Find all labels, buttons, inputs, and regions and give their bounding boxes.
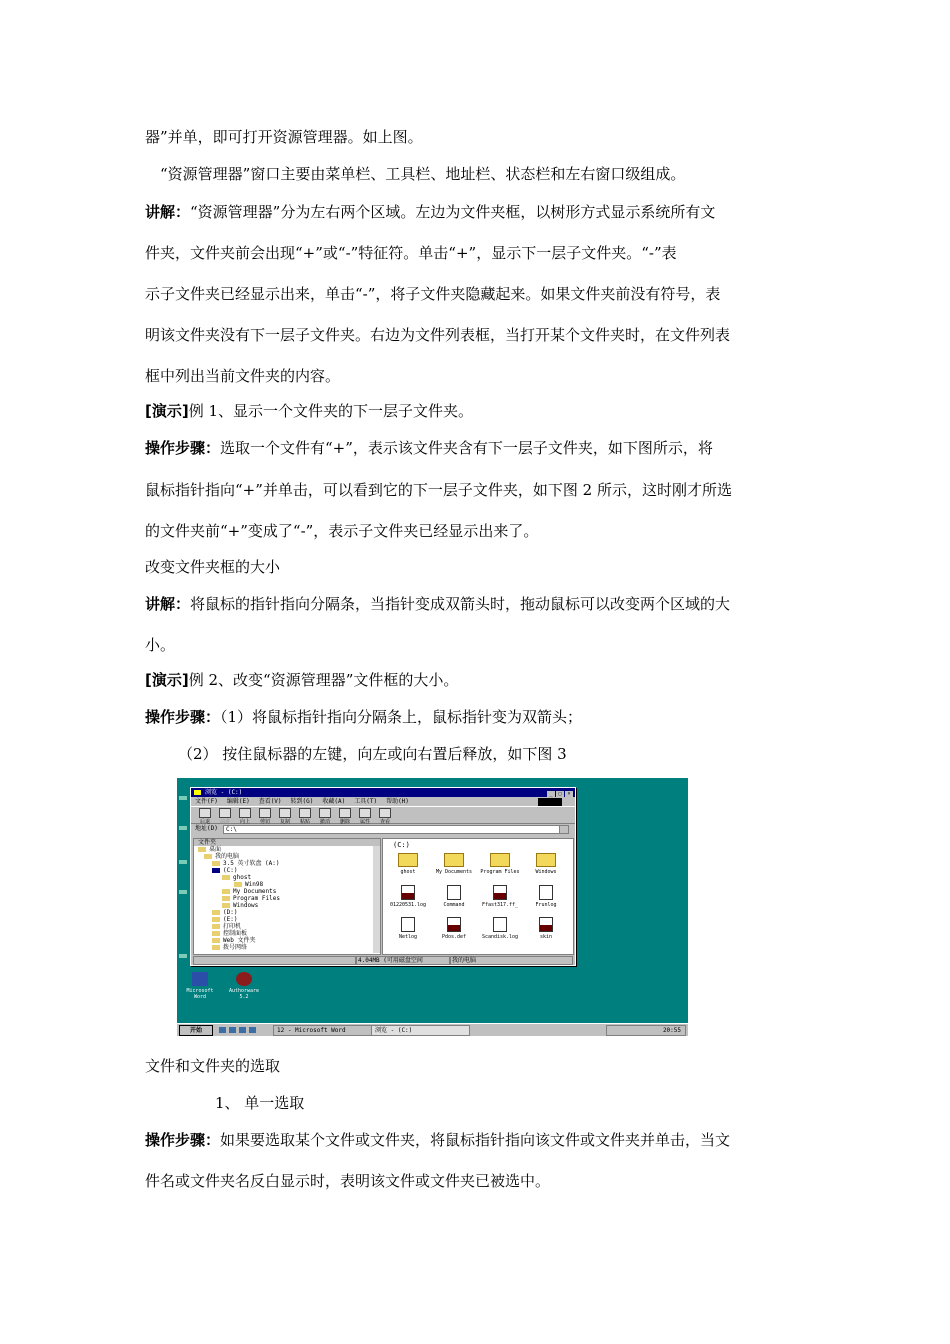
folder-icon — [536, 853, 556, 867]
para-line — [145, 401, 473, 421]
file-item[interactable]: Scandisk.log — [477, 917, 523, 940]
para-line: （2） 按住鼠标器的左键，向左或向右置后释放，如下图 3 — [178, 745, 567, 763]
menu-help[interactable]: 帮助(H) — [386, 798, 409, 805]
status-cell — [193, 956, 357, 965]
tree-item[interactable]: 打印机 — [212, 923, 241, 930]
forward-button[interactable]: 前进 — [215, 808, 235, 825]
explorer-window — [190, 787, 576, 966]
taskbar — [177, 1023, 688, 1036]
status-bar — [193, 956, 573, 964]
tree-item[interactable]: (E:) — [212, 916, 237, 923]
quicklaunch-icon[interactable] — [219, 1027, 226, 1033]
tree-item[interactable]: 拨号网络 — [212, 944, 247, 951]
window-titlebar — [191, 788, 575, 797]
tree-item[interactable]: 我的电脑 — [204, 853, 239, 860]
desktop-icon-word[interactable]: Microsoft Word — [183, 972, 217, 1000]
views-button[interactable]: 查看 — [375, 808, 395, 825]
minimize-button[interactable]: _ — [547, 791, 555, 797]
folder-icon — [194, 790, 201, 795]
back-button[interactable]: 后退 — [195, 808, 215, 825]
tree-header: 文件夹 — [194, 839, 380, 846]
section-heading: 文件和文件夹的选取 — [145, 1057, 281, 1075]
file-list-pane — [382, 838, 574, 955]
label-bold: [演示] — [145, 671, 189, 689]
file-item[interactable]: ghost — [385, 853, 431, 875]
word-icon — [192, 972, 208, 986]
file-icon — [401, 917, 415, 932]
status-size: 4.04MB (可用磁盘空间 — [355, 956, 451, 965]
folder-icon — [398, 853, 418, 867]
para-line: 小。 — [145, 636, 176, 654]
tree-item[interactable]: My Documents — [222, 888, 276, 895]
para-line — [145, 438, 713, 458]
para-line: 鼠标指针指向“+”并单击，可以看到它的下一层子文件夹，如下图 2 所示，这时刚才所选 — [145, 481, 732, 499]
label-bold: 讲解： — [145, 595, 191, 613]
tree-scrollbar[interactable] — [373, 846, 380, 953]
tree-item[interactable]: 3.5 英寸软盘 (A:) — [212, 860, 280, 867]
file-icon — [447, 885, 461, 900]
menu-go[interactable]: 转到(G) — [290, 798, 314, 805]
tree-item-selected[interactable]: (C:) — [212, 867, 237, 874]
menu-edit[interactable]: 编辑(E) — [226, 798, 250, 805]
cut-button[interactable]: 剪切 — [255, 808, 275, 825]
para-line: 明该文件夹没有下一层子文件夹。右边为文件列表框，当打开某个文件夹时，在文件列表 — [145, 326, 731, 344]
taskbar-button-explorer[interactable]: 浏览 - (C:) — [371, 1025, 470, 1036]
address-input[interactable]: C:\ — [223, 825, 567, 834]
label-bold: 讲解： — [145, 203, 191, 221]
para-line: 件名或文件夹名反白显示时，表明该文件或文件夹已被选中。 — [145, 1172, 551, 1190]
file-item[interactable]: 01220531.log — [385, 885, 431, 908]
para-line: 示子文件夹已经显示出来，单击“-”，将子文件夹隐藏起来。如果文件夹前没有符号，表 — [145, 285, 721, 303]
file-item[interactable]: Netlog — [385, 917, 431, 940]
para-line: 的文件夹前“+”变成了“-”，表示子文件夹已经显示出来了。 — [145, 522, 539, 540]
para-text: （1）将鼠标指针指向分隔条上，鼠标指针变为双箭头； — [220, 708, 583, 726]
para-text: 选取一个文件有“+”，表示该文件夹含有下一层子文件夹，如下图所示，将 — [220, 439, 713, 457]
file-item[interactable]: Frunlog — [523, 885, 569, 908]
maximize-button[interactable]: □ — [556, 791, 564, 797]
menu-bar — [191, 797, 575, 806]
para-text: 将鼠标的指针指向分隔条，当指针变成双箭头时，拖动鼠标可以改变两个区域的大 — [190, 595, 731, 613]
file-item[interactable]: Program Files — [477, 853, 523, 875]
file-icon — [401, 885, 415, 900]
para-line — [145, 707, 582, 727]
system-tray — [606, 1025, 686, 1036]
para-line — [145, 1130, 730, 1150]
quicklaunch-icon[interactable] — [239, 1027, 246, 1033]
copy-button[interactable]: 复制 — [275, 808, 295, 825]
quicklaunch-icon[interactable] — [229, 1027, 236, 1033]
para-text: 如果要选取某个文件或文件夹，将鼠标指针指向该文件或文件夹并单击，当文 — [220, 1131, 731, 1149]
tree-item[interactable]: Web 文件夹 — [212, 937, 255, 944]
tree-item[interactable]: Windows — [222, 902, 258, 909]
address-label: 地址(D) — [195, 825, 218, 832]
list-item: 1、 单一选取 — [215, 1094, 305, 1112]
paste-button[interactable]: 粘贴 — [295, 808, 315, 825]
quicklaunch-icon[interactable] — [249, 1027, 256, 1033]
start-button[interactable]: 开始 — [179, 1025, 213, 1036]
file-item[interactable]: Command — [431, 885, 477, 908]
menu-favorites[interactable]: 收藏(A) — [322, 798, 346, 805]
para-line: “资源管理器”窗口主要由菜单栏、工具栏、地址栏、状态栏和左右窗口级组成。 — [160, 165, 686, 183]
para-line: 件夹，文件夹前会出现“+”或“-”特征符。单击“+”，显示下一层子文件夹。“-”表 — [145, 244, 677, 262]
desktop-edge — [177, 778, 189, 1004]
file-icon — [539, 917, 553, 932]
menu-file[interactable]: 文件(F) — [195, 798, 218, 805]
desktop-icon-authorware[interactable]: Authorware 5.2 — [227, 972, 261, 1000]
properties-button[interactable]: 属性 — [355, 808, 375, 825]
close-button[interactable]: × — [565, 791, 573, 797]
tree-item[interactable]: 控制面板 — [212, 930, 247, 937]
windows-logo-icon — [538, 798, 562, 806]
tree-item[interactable]: (D:) — [212, 909, 237, 916]
folder-tree-pane — [193, 838, 381, 955]
status-location: 我的电脑 — [449, 956, 573, 965]
address-bar — [191, 824, 575, 833]
para-text: 例 2、改变“资源管理器”文件框的大小。 — [188, 671, 459, 689]
address-dropdown-icon[interactable] — [559, 825, 569, 834]
file-icon — [447, 917, 461, 932]
tree-item[interactable]: Program Files — [222, 895, 280, 902]
clock: 20:55 — [662, 1027, 681, 1034]
para-line — [145, 594, 730, 614]
para-line — [145, 202, 715, 222]
tree-item[interactable]: Win98 — [234, 881, 263, 888]
file-icon — [493, 917, 507, 932]
file-item[interactable]: My Documents — [431, 853, 477, 875]
file-item[interactable]: Windows — [523, 853, 569, 875]
file-item[interactable]: skin — [523, 917, 569, 940]
para-line: 器”并单，即可打开资源管理器。如上图。 — [145, 128, 423, 146]
tree-item[interactable]: ghost — [222, 874, 251, 881]
para-text: “资源管理器”分为左右两个区域。左边为文件夹框，以树形方式显示系统所有文 — [190, 203, 716, 221]
folder-icon — [444, 853, 464, 867]
undo-button[interactable]: 撤消 — [315, 808, 335, 825]
toolbar — [191, 806, 575, 824]
file-icon — [539, 885, 553, 900]
taskbar-button-word[interactable]: 12 - Microsoft Word — [273, 1025, 372, 1036]
label-bold: 操作步骤： — [145, 439, 221, 457]
folder-icon — [490, 853, 510, 867]
para-text: 例 1、显示一个文件夹的下一层子文件夹。 — [188, 402, 474, 420]
explorer-screenshot-figure — [177, 778, 688, 1036]
authorware-icon — [236, 972, 252, 986]
para-line — [145, 670, 458, 690]
section-heading: 改变文件夹框的大小 — [145, 558, 281, 576]
para-line: 框中列出当前文件夹的内容。 — [145, 367, 341, 385]
window-title: 浏览 - (C:) — [205, 789, 243, 796]
label-bold: 操作步骤： — [145, 1131, 221, 1149]
menu-tools[interactable]: 工具(T) — [354, 798, 378, 805]
label-bold: 操作步骤： — [145, 708, 221, 726]
pane-title: (C:) — [393, 841, 410, 849]
file-item[interactable]: Ffast317.ff_ — [477, 885, 523, 908]
file-item[interactable]: Pdos.def — [431, 917, 477, 940]
file-icon — [493, 885, 507, 900]
menu-view[interactable]: 查看(V) — [258, 798, 282, 805]
delete-button[interactable]: 删除 — [335, 808, 355, 825]
up-button[interactable]: 向上 — [235, 808, 255, 825]
tree-item[interactable]: 桌面 — [198, 846, 221, 853]
label-bold: [演示] — [145, 402, 189, 420]
